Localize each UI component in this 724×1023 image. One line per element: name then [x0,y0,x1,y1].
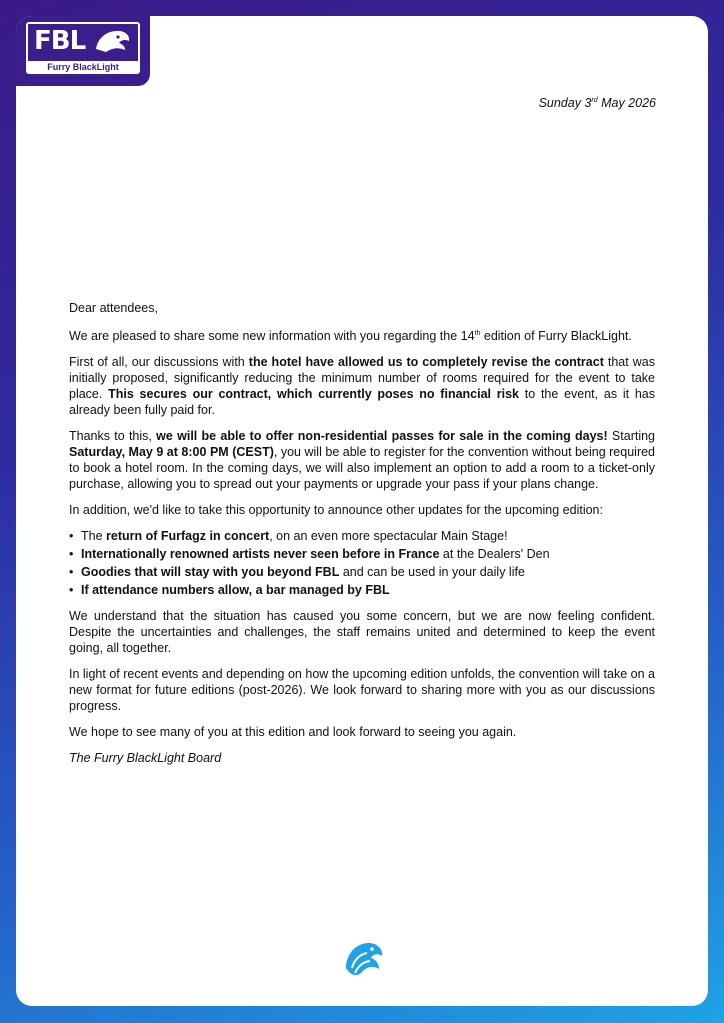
bullet-bold: Goodies that will stay with you beyond FBL [81,565,340,580]
closing-paragraph: We hope to see many of you at this edition and look forward to seeing you again. [69,725,517,740]
intro-paragraph [69,326,655,344]
p1-bold-2: This secures our contract, which currently poses no financial risk [108,387,520,402]
logo-name: Furry BlackLight [28,61,138,73]
p2-text-1: Thanks to this, [69,429,157,444]
date-prefix: Sunday 3 [538,96,592,110]
logo-corner [16,16,150,86]
p2-text-2: Starting [607,429,656,444]
logo-letters: FBL [34,26,86,56]
bullet-post: , on an even more spectacular Main Stage! [269,529,508,544]
passes-paragraph [69,428,655,492]
bullet-post: and can be used in your daily life [339,565,525,580]
beast-head-icon [92,27,132,55]
date-suffix: May 2026 [597,96,656,110]
p2-bold-1: we will be able to offer non-residential passes for sale in the coming days! [156,429,608,444]
intro-sup: th [474,330,481,337]
bullet-bold: Internationally renowned artists never seen before in France [81,547,440,562]
greeting: Dear attendees, [69,301,158,315]
p1-text-1: First of all, our discussions with [69,355,249,370]
letter-body [69,300,655,776]
p2-bold-2: Saturday, May 9 at 8:00 PM (CEST) [69,445,274,460]
future-paragraph: In light of recent events and depending on how the upcoming edition unfolds, the convention will take on a new format for future editions (post-2026). We look forward to sharing more with you as our discussions progress. [69,667,655,714]
fbl-logo [26,22,140,74]
list-item [69,582,655,598]
bullet-pre: The [81,529,107,544]
updates-intro-paragraph: In addition, we'd like to take this opportunity to announce other updates for the upcoming edition: [69,503,603,518]
p2-text-3: , you will be able to register for the convention without being required to book a hotel room. In the coming days, we will also implement an option to add a room to a ticket-only purchase, allowing you to spread out your payments or upgrade your pass if your plans change. [69,445,656,492]
date-ordinal: rd [591,96,598,104]
updates-list [69,528,655,598]
p1-text-3: to the event, as it has already been fully paid for. [69,387,655,418]
p1-text-2: that was initially proposed, significantly reducing the minimum number of rooms required for the event to take place. [69,355,655,402]
letter-page [16,16,708,1006]
bullet-post: at the Dealers' Den [439,547,550,562]
bullet-bold: return of Furfagz in concert [106,529,270,544]
letter-date [539,96,656,110]
intro-text-2: edition of Furry BlackLight. [480,329,632,344]
signature: The Furry BlackLight Board [69,751,222,766]
fbl-emblem-icon [342,938,386,982]
bullet-bold: If attendance numbers allow, a bar managed by FBL [81,583,390,598]
p1-bold-1: the hotel have allowed us to completely revise the contract [248,355,604,370]
intro-text-1: We are pleased to share some new information with you regarding the 14 [69,329,475,344]
list-item [69,564,655,580]
hotel-paragraph [69,354,655,418]
concern-paragraph: We understand that the situation has caused you some concern, but we are now feeling confident. Despite the uncertainties and challenges, the staff remains united and determined to keep the event going, all together. [69,609,655,656]
list-item [69,528,655,544]
list-item [69,546,655,562]
